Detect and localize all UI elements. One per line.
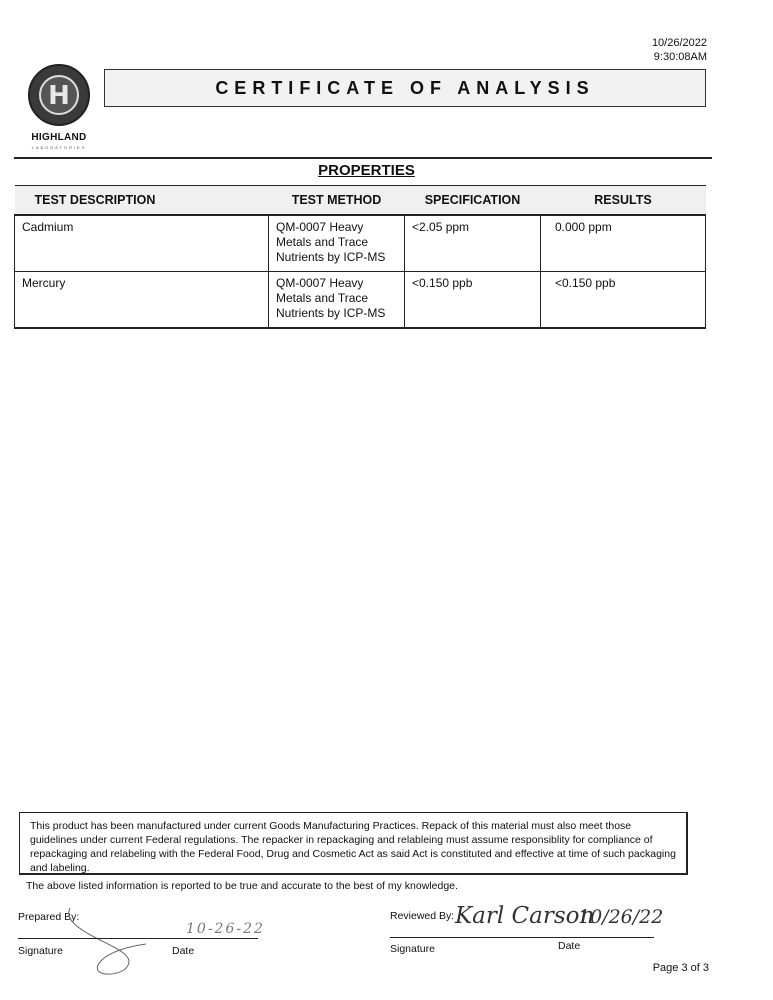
table-row bbox=[15, 272, 706, 329]
reviewed-date-label: Date bbox=[558, 940, 581, 952]
accuracy-statement: The above listed information is reported to be true and accurate to the best of my knowledge. bbox=[26, 880, 458, 892]
cell-specification: <2.05 ppm bbox=[405, 215, 541, 272]
brand-subtitle: LABORATORIES bbox=[31, 145, 87, 150]
cell-specification: <0.150 ppb bbox=[405, 272, 541, 329]
reviewed-signature-line bbox=[390, 937, 654, 938]
document-title: CERTIFICATE OF ANALYSIS bbox=[215, 78, 595, 98]
print-time: 9:30:08AM bbox=[653, 51, 707, 63]
cell-method: QM-0007 Heavy Metals and Trace Nutrients by ICP-MS bbox=[269, 272, 405, 329]
cell-method: QM-0007 Heavy Metals and Trace Nutrients by ICP-MS bbox=[269, 215, 405, 272]
cell-result: 0.000 ppm bbox=[541, 215, 706, 272]
prepared-date-label: Date bbox=[172, 945, 195, 957]
reviewed-signature-label: Signature bbox=[390, 943, 435, 955]
highland-logo bbox=[28, 64, 90, 126]
brand-name: HIGHLAND bbox=[31, 132, 87, 143]
page-number: Page 3 of 3 bbox=[652, 962, 709, 974]
reviewed-handwritten-date: 10/26/22 bbox=[578, 906, 664, 928]
title-banner bbox=[104, 69, 706, 107]
reviewed-handwritten-signature: Karl Carson bbox=[455, 903, 595, 929]
header-test-description: TEST DESCRIPTION bbox=[15, 186, 269, 216]
prepared-handwritten-date: 10-26-22 bbox=[186, 921, 265, 937]
header-specification: SPECIFICATION bbox=[405, 186, 541, 216]
properties-table bbox=[14, 185, 706, 329]
gmp-notice: This product has been manufactured under current Goods Manufacturing Practices. Repack of this material must also meet those guidelines under current Federal regulations. The repacker in repackaging and relableing must assume responsiblity for compliance of repackaging and relabeling with the Federal Food, Drug and Cosmetic Act as said Act is constituted and effective at time of such packaging and labeling. bbox=[19, 812, 688, 875]
header-divider bbox=[14, 157, 712, 159]
prepared-signature-line bbox=[18, 938, 258, 939]
cell-description: Mercury bbox=[15, 272, 269, 329]
cell-description: Cadmium bbox=[15, 215, 269, 272]
table-row bbox=[15, 215, 706, 272]
timestamp bbox=[652, 36, 707, 64]
table-header-row bbox=[15, 186, 706, 216]
print-date: 10/26/2022 bbox=[651, 37, 707, 49]
reviewed-by-label: Reviewed By: bbox=[390, 910, 455, 922]
header-test-method: TEST METHOD bbox=[269, 186, 405, 216]
section-title: PROPERTIES bbox=[318, 162, 415, 179]
logo-inner-circle bbox=[39, 75, 79, 115]
prepared-by-label: Prepared By: bbox=[18, 911, 80, 923]
header-results: RESULTS bbox=[541, 186, 706, 216]
logo-letter: H bbox=[48, 81, 70, 111]
prepared-signature-scribble bbox=[60, 900, 150, 978]
prepared-signature-label: Signature bbox=[18, 945, 63, 957]
cell-result: <0.150 ppb bbox=[541, 272, 706, 329]
